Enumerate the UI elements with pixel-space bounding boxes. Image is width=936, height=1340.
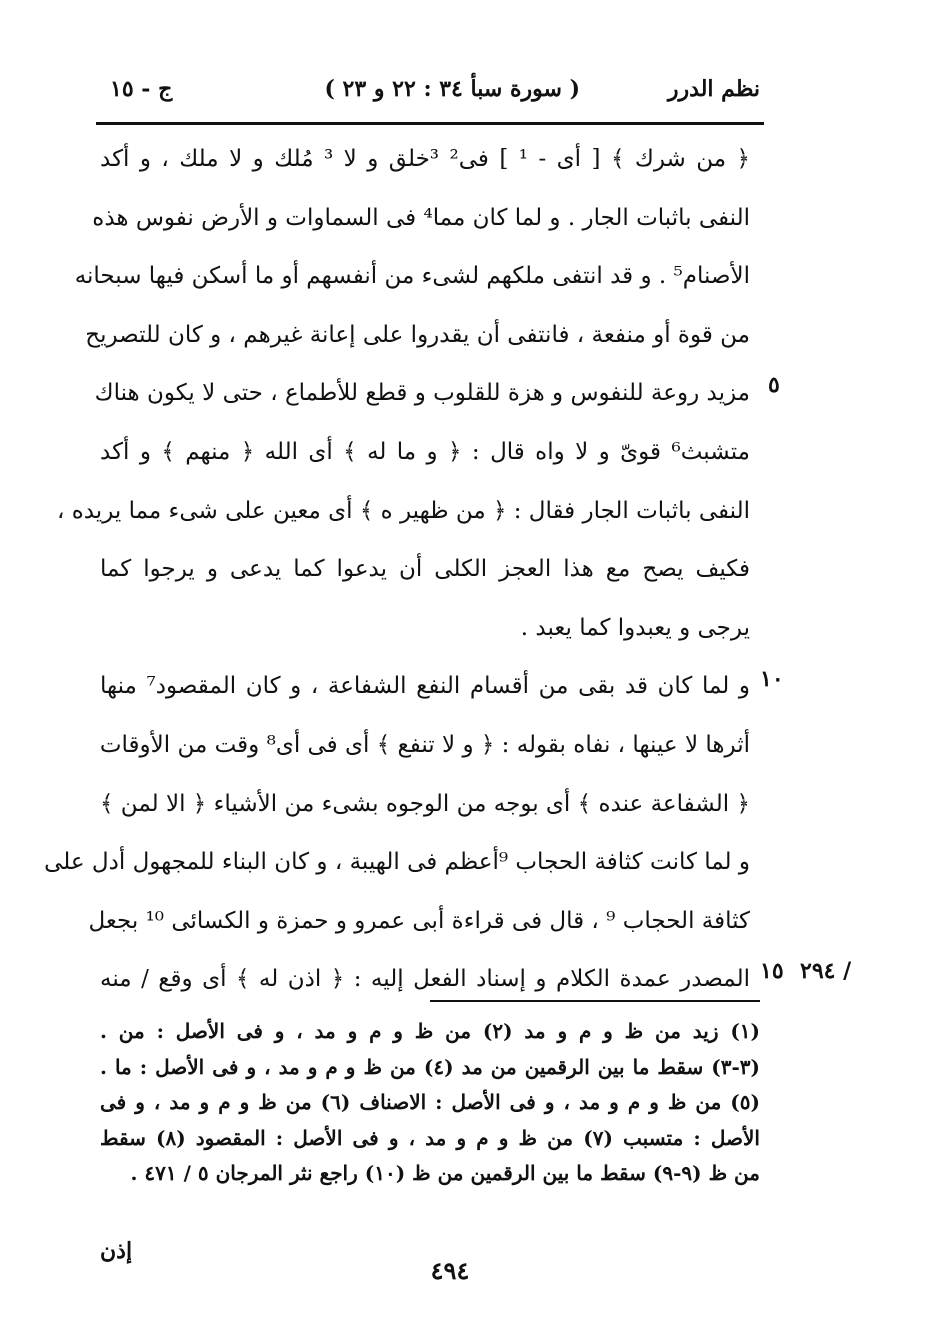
text-line: و لما كانت كثافة الحجاب ⁹أعظم فى الهيبة ، و كان البناء للمجهول أدل على <box>44 849 750 876</box>
text-line: النفى باثبات الجار . و لما كان مما⁴ فى السماوات و الأرض نفوس هذه <box>92 204 750 231</box>
surah-reference: ( سورة سبأ ٣٤ : ٢٢ و ٢٣ ) <box>324 76 580 102</box>
text-line: من قوة أو منفعة ، فانتفى أن يقدروا على إعانة غيرهم ، و كان للتصريح <box>85 321 750 348</box>
footnotes <box>100 1014 760 1192</box>
text-line: المصدر عمدة الكلام و إسناد الفعل إليه : ﴿ اذن له ﴾ أى وقع / منه <box>100 966 750 993</box>
text-line: متشبث⁶ قوىّ و لا واه قال : ﴿ و ما له ﴾ أى الله ﴿ منهم ﴾ و أكد <box>100 438 750 465</box>
text-line: النفى باثبات الجار فقال : ﴿ من ظهير ه ﴾ أى معين على شىء مما يريده ، <box>56 497 750 524</box>
text-line: فكيف يصح مع هذا العجز الكلى أن يدعوا كما يدعى و يرجوا كما <box>100 556 750 583</box>
footnote-line: (١) زيد من ظ و م و مد (٢) من ظ و م و مد ، و فى الأصل : من . <box>100 1019 761 1043</box>
text-line: كثافة الحجاب ⁹ ، قال فى قراءة أبى عمرو و حمزة و الكسائى ¹⁰ بجعل <box>88 907 750 934</box>
line-number-15: ١٥ <box>760 958 784 984</box>
footnote-line: (٥) من ظ و م و مد ، و فى الأصل : الاصناف (٦) من ظ و م و مد ، و فى <box>100 1090 760 1114</box>
book-title: نظم الدرر <box>667 76 760 102</box>
text-line: مزيد روعة للنفوس و هزة للقلوب و قطع للأطماع ، حتى لا يكون هناك <box>94 380 750 407</box>
running-header <box>100 70 760 110</box>
catchword: إذن <box>100 1238 133 1264</box>
footnote-line: (٣-٣) سقط ما بين الرقمين من مد (٤) من ظ و م و مد ، و فى الأصل : ما . <box>100 1054 761 1079</box>
text-line: و لما كان قد بقى من أقسام النفع الشفاعة ، و كان المقصود⁷ منها <box>100 673 750 700</box>
footnote-rule <box>430 1000 760 1002</box>
text-line: أثرها لا عينها ، نفاه بقوله : ﴿ و لا تنفع ﴾ أى فى أى⁸ وقت من الأوقات <box>99 731 750 758</box>
footnote-line: من ظ (٩-٩) سقط ما بين الرقمين من ظ (١٠) راجع نثر المرجان ٥ / ٤٧١ . <box>130 1161 760 1185</box>
page-number: ٤٩٤ <box>430 1256 470 1285</box>
text-line: ﴿ الشفاعة عنده ﴾ أى بوجه من الوجوه بشىء من الأشياء ﴿ الا لمن ﴾ <box>100 790 750 817</box>
text-line: يرجى و يعبدوا كما يعبد . <box>520 614 750 641</box>
text-line: ﴿ من شرك ﴾ [ أى - ¹ ] فى² ³خلق و لا ³ مُلك و لا ملك ، و أكد <box>100 146 750 172</box>
margin-page-reference: ٢٩٤ / <box>800 958 852 984</box>
line-number-10: ١٠ <box>760 666 784 692</box>
volume-number: ج - ١٥ <box>110 76 173 102</box>
header-rule <box>96 122 764 125</box>
text-line: الأصنام⁵ . و قد انتفى ملكهم لشىء من أنفسهم أو ما أسكن فيها سبحانه <box>74 263 750 290</box>
footnote-line: الأصل : متسبب (٧) من ظ و م و مد ، و فى الأصل : المقصود (٨) سقط <box>100 1125 760 1150</box>
line-number-5: ٥ <box>768 372 780 398</box>
main-text <box>44 130 750 1009</box>
